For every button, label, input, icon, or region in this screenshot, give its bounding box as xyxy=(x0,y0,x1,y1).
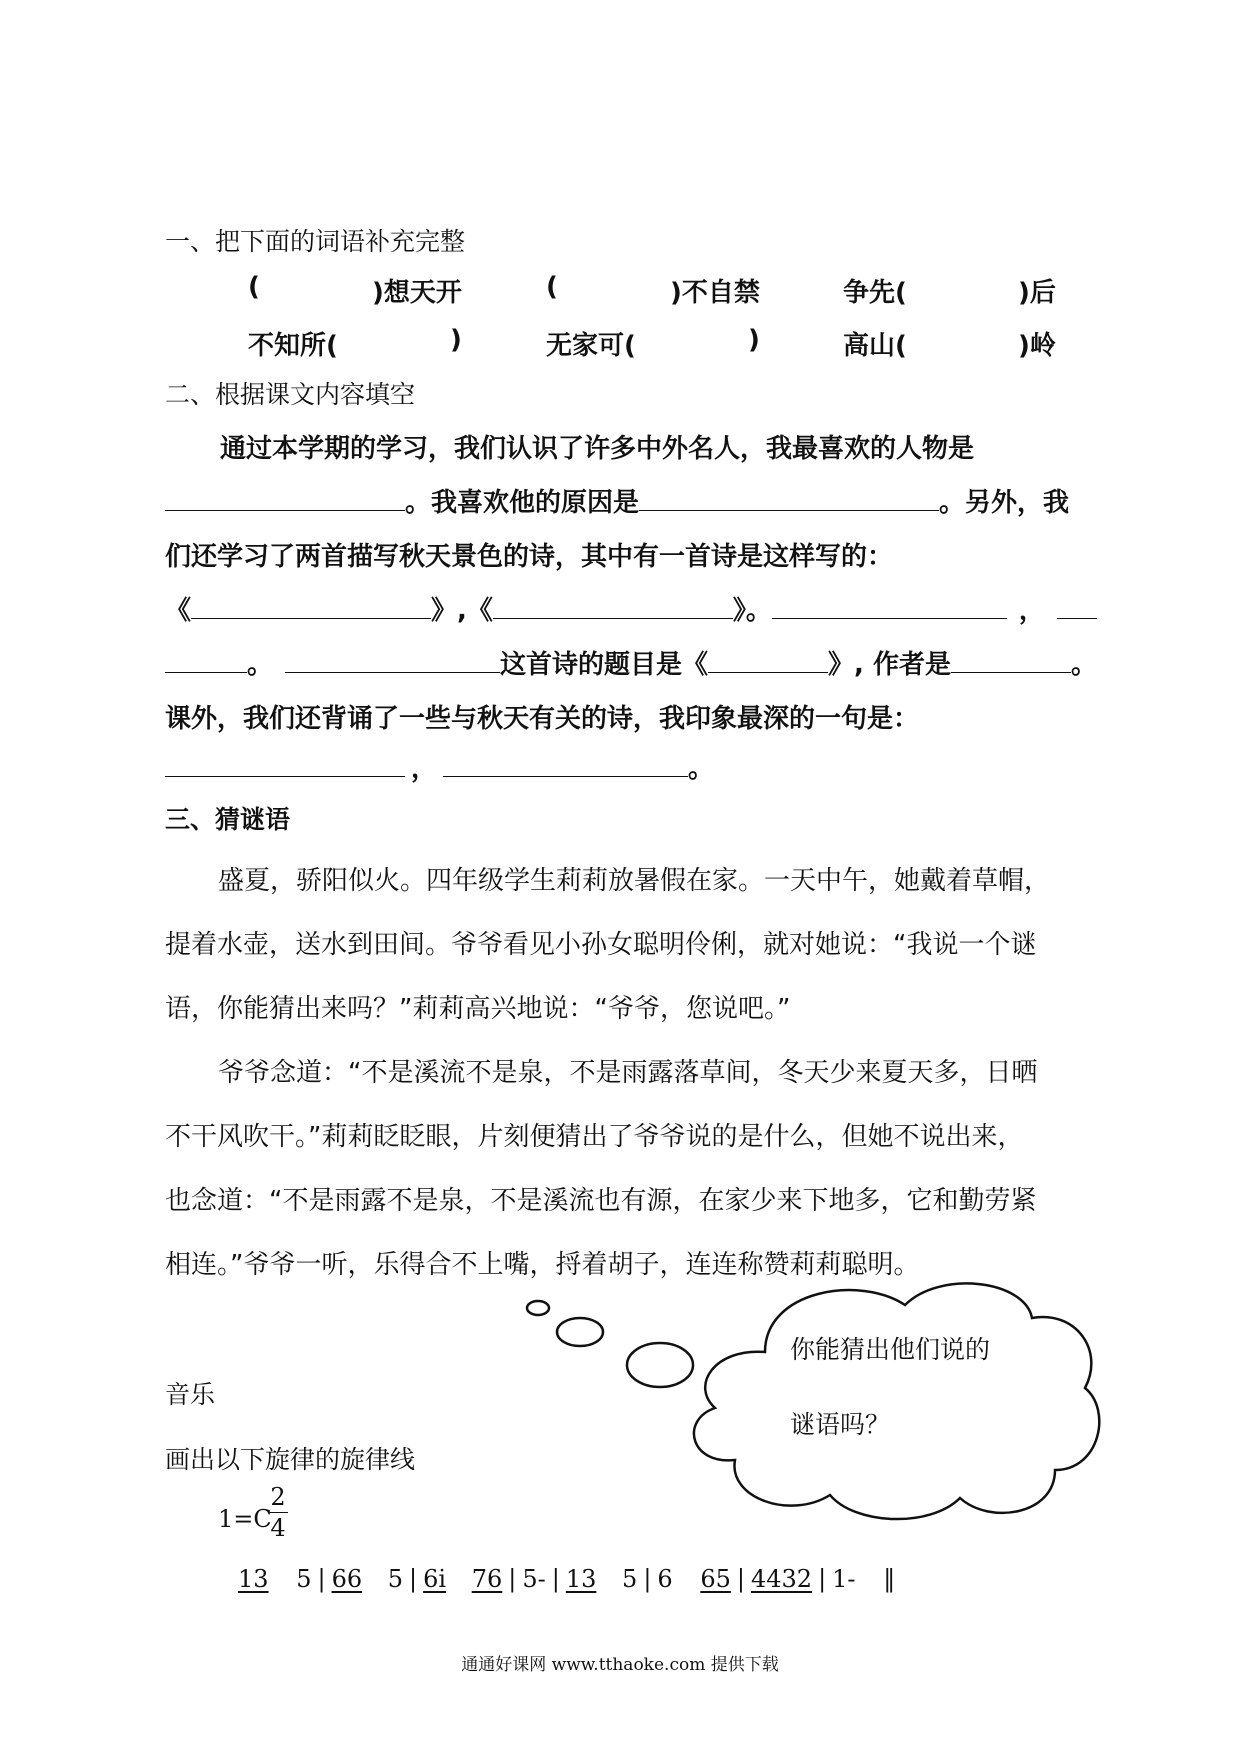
note: 13 xyxy=(238,1565,269,1593)
thought-cloud xyxy=(520,1270,1120,1530)
note: 66 xyxy=(331,1565,363,1593)
note: 76 xyxy=(471,1565,503,1593)
note: 5 xyxy=(622,1565,638,1593)
section1-heading: 一、把下面的词语补充完整 xyxy=(165,227,466,256)
cloud-text-2: 谜语吗？ xyxy=(790,1410,891,1439)
time-numerator: 2 xyxy=(270,1483,286,1511)
comma-2: ， xyxy=(411,754,438,784)
story-line-3: 语，你能猜出来吗？”莉莉高兴地说：“爷爷，您说吧。” xyxy=(165,994,791,1024)
thought-bubble-small xyxy=(527,1301,549,1315)
blank-poem-title-2[interactable] xyxy=(493,617,733,619)
note: 65 xyxy=(700,1565,731,1593)
time-signature xyxy=(268,1483,288,1542)
word-6-open: 高山( xyxy=(843,331,907,361)
fill-line-1: 通过本学期的学习，我们认识了许多中外名人，我最喜欢的人物是 xyxy=(220,434,975,464)
fill-line-6: 课外，我们还背诵了一些与秋天有关的诗，我印象最深的一句是： xyxy=(165,704,920,734)
fill-line-7 xyxy=(165,748,714,785)
blank-poem-line-2a[interactable] xyxy=(1057,617,1097,619)
quote-mid: 》,《 xyxy=(431,596,493,626)
section2-heading: 二、根据课文内容填空 xyxy=(165,380,416,409)
blank-reason[interactable] xyxy=(639,509,939,511)
fill-line-2a: 。我喜欢他的原因是 xyxy=(405,488,640,518)
word-2: )不自禁 xyxy=(670,278,760,308)
word-3: )后 xyxy=(1018,278,1056,308)
cloud-text-1: 你能猜出他们说的 xyxy=(790,1335,991,1364)
barline: | xyxy=(409,1565,418,1593)
final-barline: ‖ xyxy=(883,1565,896,1593)
note: 1- xyxy=(832,1565,856,1593)
author-prompt: 》, 作者是 xyxy=(828,650,951,680)
story-line-2: 提着水壶，送水到田间。爷爷看见小孙女聪明伶俐，就对她说：“我说一个谜 xyxy=(165,930,1037,960)
note: 5- xyxy=(522,1565,546,1593)
blank-poem-line-1[interactable] xyxy=(772,617,1007,619)
story-line-6: 也念道：“不是雨露不是泉，不是溪流也有源，在家少来下地多，它和勤劳紧 xyxy=(165,1186,1037,1216)
fill-line-3: 们还学习了两首描写秋天景色的诗，其中有一首诗是这样写的： xyxy=(165,542,894,572)
note: 44 xyxy=(750,1565,782,1593)
word-5-close: ) xyxy=(748,325,760,355)
comma: ， xyxy=(1018,596,1045,626)
word-3-open: 争先( xyxy=(843,278,907,308)
barline: | xyxy=(317,1565,326,1593)
blank-autumn-line-1[interactable] xyxy=(165,775,405,777)
word-1: )想天开 xyxy=(372,278,462,308)
fill-line-5 xyxy=(165,644,1097,681)
note: 6 xyxy=(657,1565,673,1593)
blank-poem-title[interactable] xyxy=(708,671,828,673)
word-2-open: ( xyxy=(546,272,558,302)
key-signature: 1=C xyxy=(218,1505,272,1533)
blank-poem-line-2b[interactable] xyxy=(165,671,247,673)
word-1-open: ( xyxy=(248,272,260,302)
thought-bubble-large xyxy=(627,1343,693,1387)
word-4: 不知所( xyxy=(248,331,338,361)
word-6: )岭 xyxy=(1018,331,1056,361)
word-4-close: ) xyxy=(450,325,462,355)
note: 5 xyxy=(296,1565,312,1593)
note: 6i xyxy=(423,1565,447,1593)
barline: | xyxy=(508,1565,517,1593)
fill-line-2b: 。另外，我 xyxy=(939,488,1070,518)
fill-line-2 xyxy=(165,482,1069,519)
cloud-shape xyxy=(694,1283,1099,1519)
note: 32 xyxy=(781,1565,813,1593)
barline: | xyxy=(643,1565,652,1593)
blank-author[interactable] xyxy=(951,671,1071,673)
note: 5 xyxy=(387,1565,404,1593)
footer: 通通好课网 www.tthaoke.com 提供下载 xyxy=(461,1655,779,1675)
section3-heading: 三、猜谜语 xyxy=(165,805,291,834)
fill-line-4 xyxy=(165,590,1097,627)
music-title: 音乐 xyxy=(165,1380,216,1409)
barline: | xyxy=(736,1565,745,1593)
notation xyxy=(238,1565,895,1593)
music-task: 画出以下旋律的旋律线 xyxy=(165,1445,416,1474)
thought-bubble-medium xyxy=(557,1318,603,1346)
blank-poem-line-3[interactable] xyxy=(285,671,500,673)
note: 13 xyxy=(565,1565,597,1593)
barline: | xyxy=(818,1565,827,1593)
period-2: 。 xyxy=(1070,650,1097,680)
story-line-5: 不干风吹干。”莉莉眨眨眼，片刻便猜出了爷爷说的是什么，但她不说出来， xyxy=(165,1122,1024,1152)
story-line-4: 爷爷念道：“不是溪流不是泉，不是雨露落草间，冬天少来夏天多，日晒 xyxy=(218,1058,1038,1088)
quote-open-1: 《 xyxy=(165,596,192,626)
blank-poem-title-1[interactable] xyxy=(191,617,431,619)
quote-close: 》。 xyxy=(732,596,772,626)
title-prompt: 这首诗的题目是《 xyxy=(500,650,709,680)
blank-autumn-line-2[interactable] xyxy=(443,775,688,777)
barline: | xyxy=(551,1565,560,1593)
period-3: 。 xyxy=(688,754,715,784)
story-line-7: 相连。”爷爷一听，乐得合不上嘴，捋着胡子，连连称赞莉莉聪明。 xyxy=(165,1250,920,1280)
story-line-1: 盛夏，骄阳似火。四年级学生莉莉放暑假在家。一天中午，她戴着草帽， xyxy=(218,866,1051,896)
time-denominator: 4 xyxy=(270,1514,286,1542)
word-5: 无家可( xyxy=(546,331,636,361)
period-1: 。 xyxy=(247,650,274,680)
blank-favorite-person[interactable] xyxy=(165,509,405,511)
